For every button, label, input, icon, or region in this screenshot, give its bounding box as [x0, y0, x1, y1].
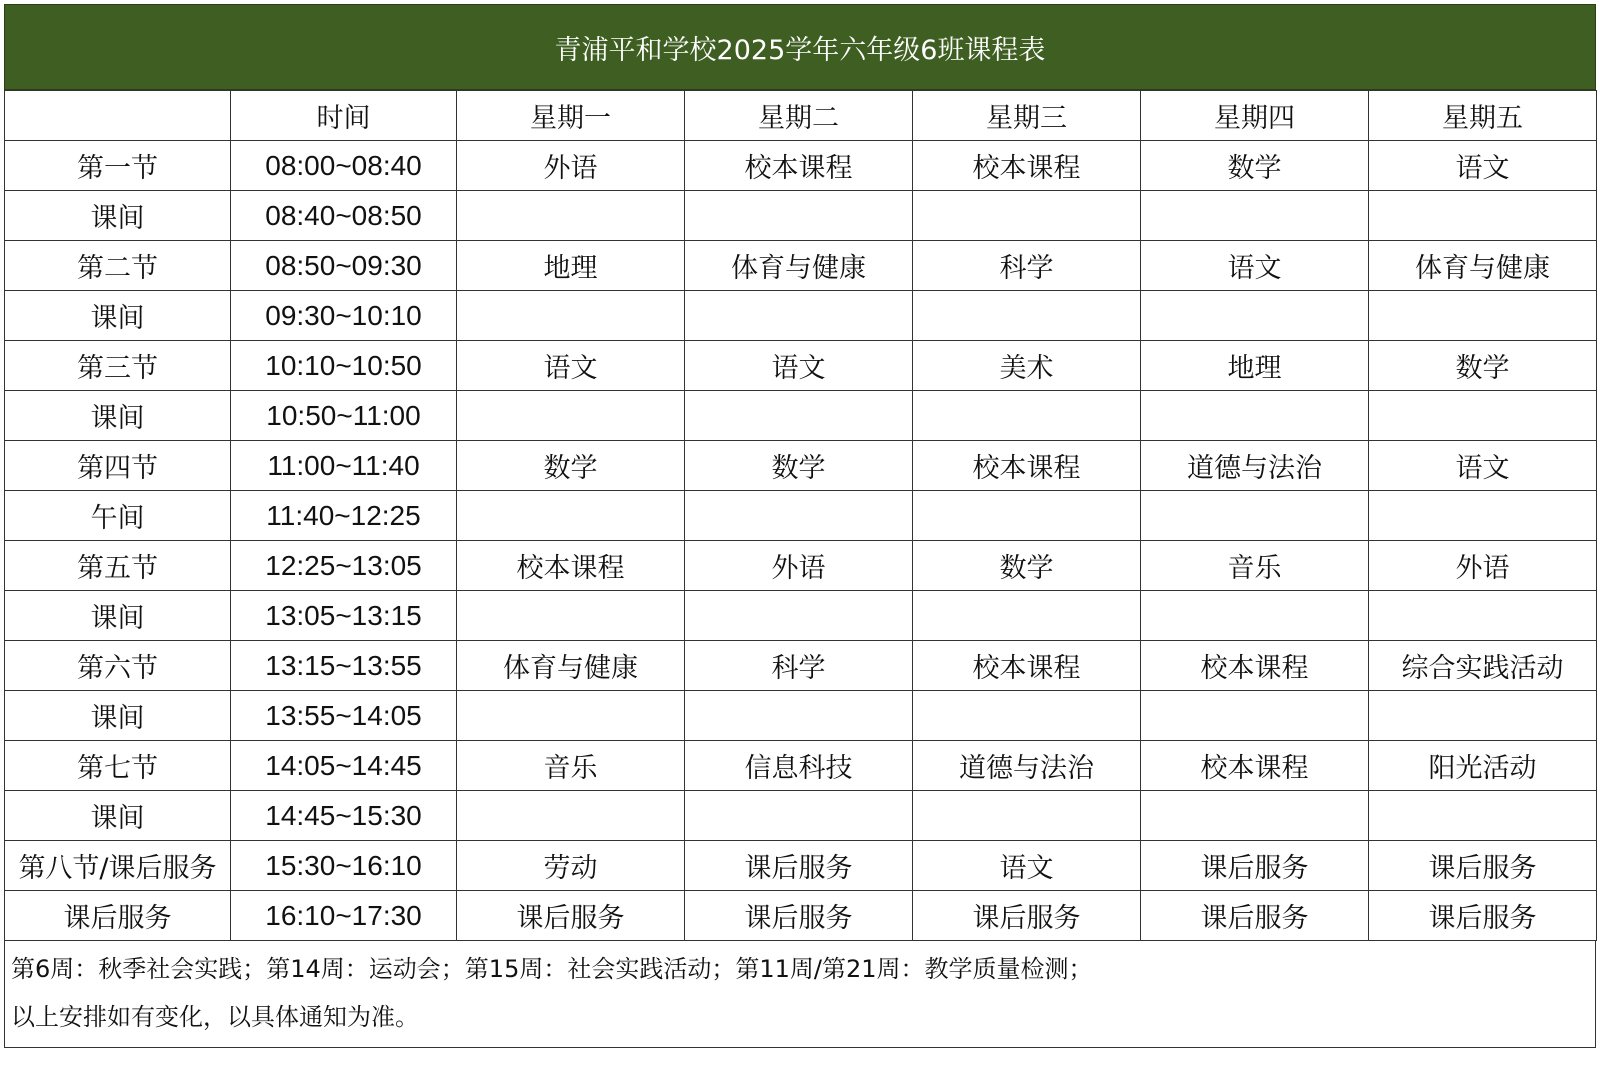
class-cell: 课后服务 — [457, 891, 685, 941]
class-cell — [457, 291, 685, 341]
table-row — [5, 441, 1597, 491]
class-cell — [1369, 391, 1597, 441]
class-cell — [1141, 691, 1369, 741]
class-cell: 数学 — [457, 441, 685, 491]
class-cell — [913, 691, 1141, 741]
class-cell: 语文 — [1141, 241, 1369, 291]
class-cell — [913, 791, 1141, 841]
class-cell: 校本课程 — [913, 641, 1141, 691]
class-cell: 数学 — [685, 441, 913, 491]
time-cell: 08:50~09:30 — [231, 241, 457, 291]
time-cell: 15:30~16:10 — [231, 841, 457, 891]
note-line: 第6周：秋季社会实践；第14周：运动会；第15周：社会实践活动；第11周/第21周：教学质量检测； — [11, 955, 1093, 983]
header-cell-time: 时间 — [231, 91, 457, 141]
period-label: 第六节 — [5, 641, 231, 691]
class-cell — [1141, 291, 1369, 341]
time-cell: 14:45~15:30 — [231, 791, 457, 841]
class-cell: 校本课程 — [1141, 741, 1369, 791]
time-cell: 11:00~11:40 — [231, 441, 457, 491]
period-label: 课间 — [5, 691, 231, 741]
class-cell: 体育与健康 — [457, 641, 685, 691]
class-cell — [1141, 191, 1369, 241]
class-cell: 课后服务 — [1369, 841, 1597, 891]
table-row — [5, 641, 1597, 691]
class-cell: 地理 — [1141, 341, 1369, 391]
time-cell: 12:25~13:05 — [231, 541, 457, 591]
class-cell — [1141, 591, 1369, 641]
period-label: 课间 — [5, 791, 231, 841]
table-row — [5, 741, 1597, 791]
class-cell — [1369, 791, 1597, 841]
period-label: 第八节/课后服务 — [5, 841, 231, 891]
class-cell: 地理 — [457, 241, 685, 291]
header-cell-tuesday: 星期二 — [685, 91, 913, 141]
table-row — [5, 141, 1597, 191]
class-cell — [457, 391, 685, 441]
class-cell — [913, 491, 1141, 541]
class-cell: 外语 — [685, 541, 913, 591]
time-cell: 10:50~11:00 — [231, 391, 457, 441]
class-cell: 课后服务 — [913, 891, 1141, 941]
class-cell: 数学 — [1369, 341, 1597, 391]
class-cell: 音乐 — [1141, 541, 1369, 591]
note-line: 以上安排如有变化，以具体通知为准。 — [11, 1003, 419, 1031]
class-cell: 校本课程 — [685, 141, 913, 191]
header-cell-wednesday: 星期三 — [913, 91, 1141, 141]
period-label: 课间 — [5, 191, 231, 241]
class-cell: 课后服务 — [1141, 841, 1369, 891]
class-cell — [1141, 391, 1369, 441]
class-cell — [1369, 191, 1597, 241]
class-cell: 语文 — [457, 341, 685, 391]
class-cell — [1141, 791, 1369, 841]
class-cell: 语文 — [1369, 141, 1597, 191]
time-cell: 14:05~14:45 — [231, 741, 457, 791]
class-cell — [457, 491, 685, 541]
class-cell — [685, 491, 913, 541]
time-cell: 08:00~08:40 — [231, 141, 457, 191]
class-cell: 体育与健康 — [685, 241, 913, 291]
table-row — [5, 691, 1597, 741]
class-cell: 科学 — [913, 241, 1141, 291]
class-cell: 科学 — [685, 641, 913, 691]
table-row — [5, 841, 1597, 891]
class-cell: 音乐 — [457, 741, 685, 791]
time-cell: 09:30~10:10 — [231, 291, 457, 341]
period-label: 第四节 — [5, 441, 231, 491]
time-cell: 11:40~12:25 — [231, 491, 457, 541]
header-cell-friday: 星期五 — [1369, 91, 1597, 141]
class-cell: 课后服务 — [1141, 891, 1369, 941]
class-cell: 美术 — [913, 341, 1141, 391]
period-label: 第七节 — [5, 741, 231, 791]
period-label: 课间 — [5, 291, 231, 341]
time-cell: 13:55~14:05 — [231, 691, 457, 741]
class-cell: 道德与法治 — [913, 741, 1141, 791]
class-cell — [913, 191, 1141, 241]
page-title: 青浦平和学校2025学年六年级6班课程表 — [4, 4, 1596, 90]
header-cell-corner — [5, 91, 231, 141]
class-cell: 校本课程 — [913, 141, 1141, 191]
class-cell: 语文 — [913, 841, 1141, 891]
class-cell — [457, 791, 685, 841]
class-cell — [1369, 491, 1597, 541]
header-row — [5, 91, 1597, 141]
time-cell: 13:05~13:15 — [231, 591, 457, 641]
period-label: 第一节 — [5, 141, 231, 191]
period-label: 课间 — [5, 391, 231, 441]
class-cell: 外语 — [1369, 541, 1597, 591]
class-cell — [685, 191, 913, 241]
time-cell: 16:10~17:30 — [231, 891, 457, 941]
period-label: 午间 — [5, 491, 231, 541]
time-cell: 13:15~13:55 — [231, 641, 457, 691]
class-cell: 校本课程 — [913, 441, 1141, 491]
class-cell — [685, 391, 913, 441]
header-cell-monday: 星期一 — [457, 91, 685, 141]
class-cell — [913, 591, 1141, 641]
time-cell: 10:10~10:50 — [231, 341, 457, 391]
period-label: 第三节 — [5, 341, 231, 391]
period-label: 第二节 — [5, 241, 231, 291]
class-cell: 道德与法治 — [1141, 441, 1369, 491]
notes — [4, 941, 1596, 1048]
class-cell: 数学 — [913, 541, 1141, 591]
table-row — [5, 491, 1597, 541]
table-row — [5, 791, 1597, 841]
class-cell — [913, 291, 1141, 341]
schedule-document — [4, 4, 1596, 1048]
table-row — [5, 541, 1597, 591]
class-cell: 校本课程 — [457, 541, 685, 591]
class-cell — [1369, 591, 1597, 641]
period-label: 课后服务 — [5, 891, 231, 941]
class-cell — [1369, 691, 1597, 741]
class-cell — [913, 391, 1141, 441]
class-cell — [685, 791, 913, 841]
class-cell — [1369, 291, 1597, 341]
table-row — [5, 341, 1597, 391]
class-cell: 语文 — [685, 341, 913, 391]
table-row — [5, 391, 1597, 441]
class-cell: 综合实践活动 — [1369, 641, 1597, 691]
class-cell — [685, 691, 913, 741]
class-cell — [1141, 491, 1369, 541]
header-cell-thursday: 星期四 — [1141, 91, 1369, 141]
timetable — [4, 90, 1597, 941]
class-cell — [685, 291, 913, 341]
class-cell: 劳动 — [457, 841, 685, 891]
class-cell: 校本课程 — [1141, 641, 1369, 691]
class-cell: 数学 — [1141, 141, 1369, 191]
table-row — [5, 191, 1597, 241]
class-cell: 课后服务 — [685, 891, 913, 941]
table-row — [5, 291, 1597, 341]
class-cell: 阳光活动 — [1369, 741, 1597, 791]
table-row — [5, 591, 1597, 641]
timetable-body — [5, 141, 1597, 941]
class-cell — [457, 191, 685, 241]
class-cell: 语文 — [1369, 441, 1597, 491]
class-cell: 课后服务 — [685, 841, 913, 891]
class-cell: 体育与健康 — [1369, 241, 1597, 291]
table-row — [5, 891, 1597, 941]
class-cell: 信息科技 — [685, 741, 913, 791]
period-label: 课间 — [5, 591, 231, 641]
period-label: 第五节 — [5, 541, 231, 591]
time-cell: 08:40~08:50 — [231, 191, 457, 241]
class-cell — [457, 691, 685, 741]
class-cell: 课后服务 — [1369, 891, 1597, 941]
class-cell — [685, 591, 913, 641]
class-cell — [457, 591, 685, 641]
table-row — [5, 241, 1597, 291]
class-cell: 外语 — [457, 141, 685, 191]
